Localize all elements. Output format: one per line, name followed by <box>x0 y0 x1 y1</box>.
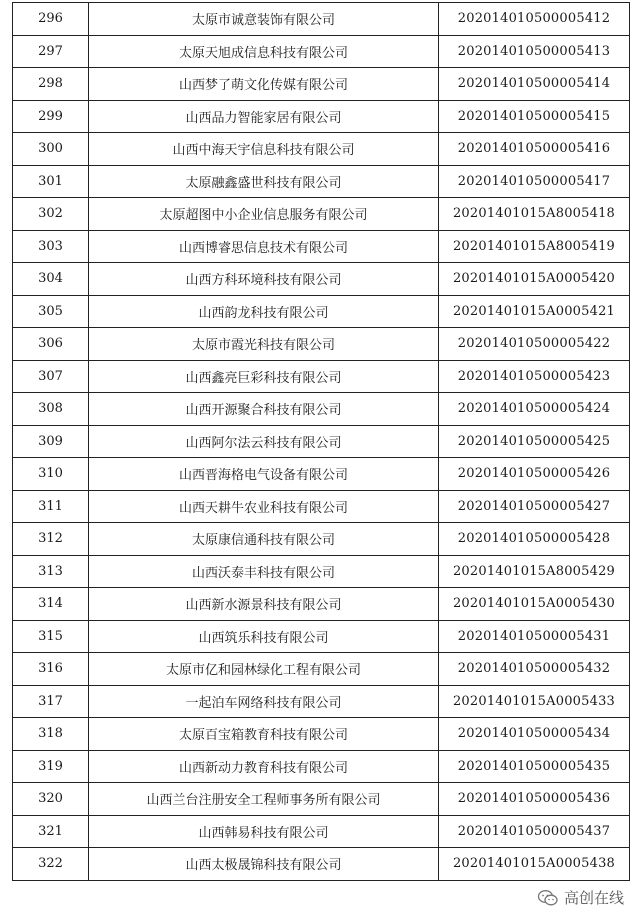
row-number: 321 <box>13 815 89 848</box>
registration-code: 20201401015A0005421 <box>439 295 630 328</box>
row-number: 308 <box>13 393 89 426</box>
row-number: 320 <box>13 783 89 816</box>
registration-code: 202014010500005426 <box>439 458 630 491</box>
row-number: 300 <box>13 133 89 166</box>
wechat-icon <box>537 889 559 907</box>
company-name: 山西韵龙科技有限公司 <box>89 295 439 328</box>
table-row <box>13 393 630 426</box>
company-name: 山西新动力教育科技有限公司 <box>89 750 439 783</box>
registration-code: 202014010500005428 <box>439 523 630 556</box>
table-row <box>13 685 630 718</box>
registration-code: 202014010500005422 <box>439 328 630 361</box>
row-number: 298 <box>13 68 89 101</box>
row-number: 310 <box>13 458 89 491</box>
company-name: 山西方科环境科技有限公司 <box>89 263 439 296</box>
registration-code: 202014010500005417 <box>439 165 630 198</box>
table-row <box>13 35 630 68</box>
table-row <box>13 328 630 361</box>
company-name: 山西梦了萌文化传媒有限公司 <box>89 68 439 101</box>
row-number: 311 <box>13 490 89 523</box>
company-name: 山西晋海格电气设备有限公司 <box>89 458 439 491</box>
company-name: 山西开源聚合科技有限公司 <box>89 393 439 426</box>
row-number: 307 <box>13 360 89 393</box>
registration-code: 202014010500005431 <box>439 620 630 653</box>
row-number: 312 <box>13 523 89 556</box>
table-row <box>13 133 630 166</box>
row-number: 296 <box>13 3 89 36</box>
registration-code: 202014010500005424 <box>439 393 630 426</box>
registration-code: 202014010500005434 <box>439 718 630 751</box>
company-name: 山西太极晟锦科技有限公司 <box>89 848 439 881</box>
registration-code: 202014010500005415 <box>439 100 630 133</box>
table-row <box>13 523 630 556</box>
row-number: 313 <box>13 555 89 588</box>
registration-code: 202014010500005413 <box>439 35 630 68</box>
row-number: 319 <box>13 750 89 783</box>
registration-code: 202014010500005416 <box>439 133 630 166</box>
company-name: 山西新水源景科技有限公司 <box>89 588 439 621</box>
row-number: 304 <box>13 263 89 296</box>
table-row <box>13 848 630 881</box>
table-row <box>13 718 630 751</box>
row-number: 322 <box>13 848 89 881</box>
table-row <box>13 165 630 198</box>
table-row <box>13 230 630 263</box>
company-name: 山西兰台注册安全工程师事务所有限公司 <box>89 783 439 816</box>
company-name: 山西天耕牛农业科技有限公司 <box>89 490 439 523</box>
table-row <box>13 198 630 231</box>
registration-code: 20201401015A8005418 <box>439 198 630 231</box>
registration-code: 20201401015A0005420 <box>439 263 630 296</box>
row-number: 302 <box>13 198 89 231</box>
registration-code: 20201401015A0005438 <box>439 848 630 881</box>
row-number: 318 <box>13 718 89 751</box>
company-name: 太原康信通科技有限公司 <box>89 523 439 556</box>
table-row <box>13 653 630 686</box>
table-row <box>13 555 630 588</box>
registration-code: 202014010500005427 <box>439 490 630 523</box>
registration-code: 202014010500005423 <box>439 360 630 393</box>
table-row <box>13 263 630 296</box>
company-name: 一起泊车网络科技有限公司 <box>89 685 439 718</box>
company-name: 山西中海天宇信息科技有限公司 <box>89 133 439 166</box>
company-name: 太原市亿和园林绿化工程有限公司 <box>89 653 439 686</box>
registration-code: 202014010500005412 <box>439 3 630 36</box>
registration-code: 202014010500005425 <box>439 425 630 458</box>
table-row <box>13 815 630 848</box>
registration-code: 202014010500005436 <box>439 783 630 816</box>
table-row <box>13 588 630 621</box>
company-name: 山西筑乐科技有限公司 <box>89 620 439 653</box>
company-name: 山西博睿思信息技术有限公司 <box>89 230 439 263</box>
table-row <box>13 490 630 523</box>
row-number: 317 <box>13 685 89 718</box>
registration-code: 202014010500005414 <box>439 68 630 101</box>
row-number: 297 <box>13 35 89 68</box>
row-number: 305 <box>13 295 89 328</box>
registration-code: 20201401015A0005433 <box>439 685 630 718</box>
company-name: 太原市诚意装饰有限公司 <box>89 3 439 36</box>
table-row <box>13 3 630 36</box>
company-name: 太原天旭成信息科技有限公司 <box>89 35 439 68</box>
table-row <box>13 783 630 816</box>
company-list-table <box>12 2 630 881</box>
registration-code: 202014010500005437 <box>439 815 630 848</box>
company-name: 山西韩易科技有限公司 <box>89 815 439 848</box>
table-row <box>13 68 630 101</box>
company-name: 山西沃泰丰科技有限公司 <box>89 555 439 588</box>
company-name: 山西阿尔法云科技有限公司 <box>89 425 439 458</box>
registration-code: 202014010500005432 <box>439 653 630 686</box>
row-number: 301 <box>13 165 89 198</box>
watermark <box>537 887 624 908</box>
registration-code: 20201401015A8005429 <box>439 555 630 588</box>
registration-code: 20201401015A8005419 <box>439 230 630 263</box>
table-row <box>13 425 630 458</box>
company-name: 太原超图中小企业信息服务有限公司 <box>89 198 439 231</box>
registration-code: 20201401015A0005430 <box>439 588 630 621</box>
table-row <box>13 458 630 491</box>
watermark-text: 高创在线 <box>563 889 624 907</box>
row-number: 314 <box>13 588 89 621</box>
row-number: 306 <box>13 328 89 361</box>
row-number: 315 <box>13 620 89 653</box>
company-name: 太原百宝箱教育科技有限公司 <box>89 718 439 751</box>
company-name: 山西鑫亮巨彩科技有限公司 <box>89 360 439 393</box>
row-number: 299 <box>13 100 89 133</box>
table-row <box>13 620 630 653</box>
row-number: 316 <box>13 653 89 686</box>
row-number: 303 <box>13 230 89 263</box>
table-row <box>13 100 630 133</box>
registration-code: 202014010500005435 <box>439 750 630 783</box>
row-number: 309 <box>13 425 89 458</box>
table-row <box>13 295 630 328</box>
company-name: 太原融鑫盛世科技有限公司 <box>89 165 439 198</box>
table-row <box>13 750 630 783</box>
table-row <box>13 360 630 393</box>
company-name: 山西品力智能家居有限公司 <box>89 100 439 133</box>
company-name: 太原市霞光科技有限公司 <box>89 328 439 361</box>
table-body <box>13 3 630 881</box>
